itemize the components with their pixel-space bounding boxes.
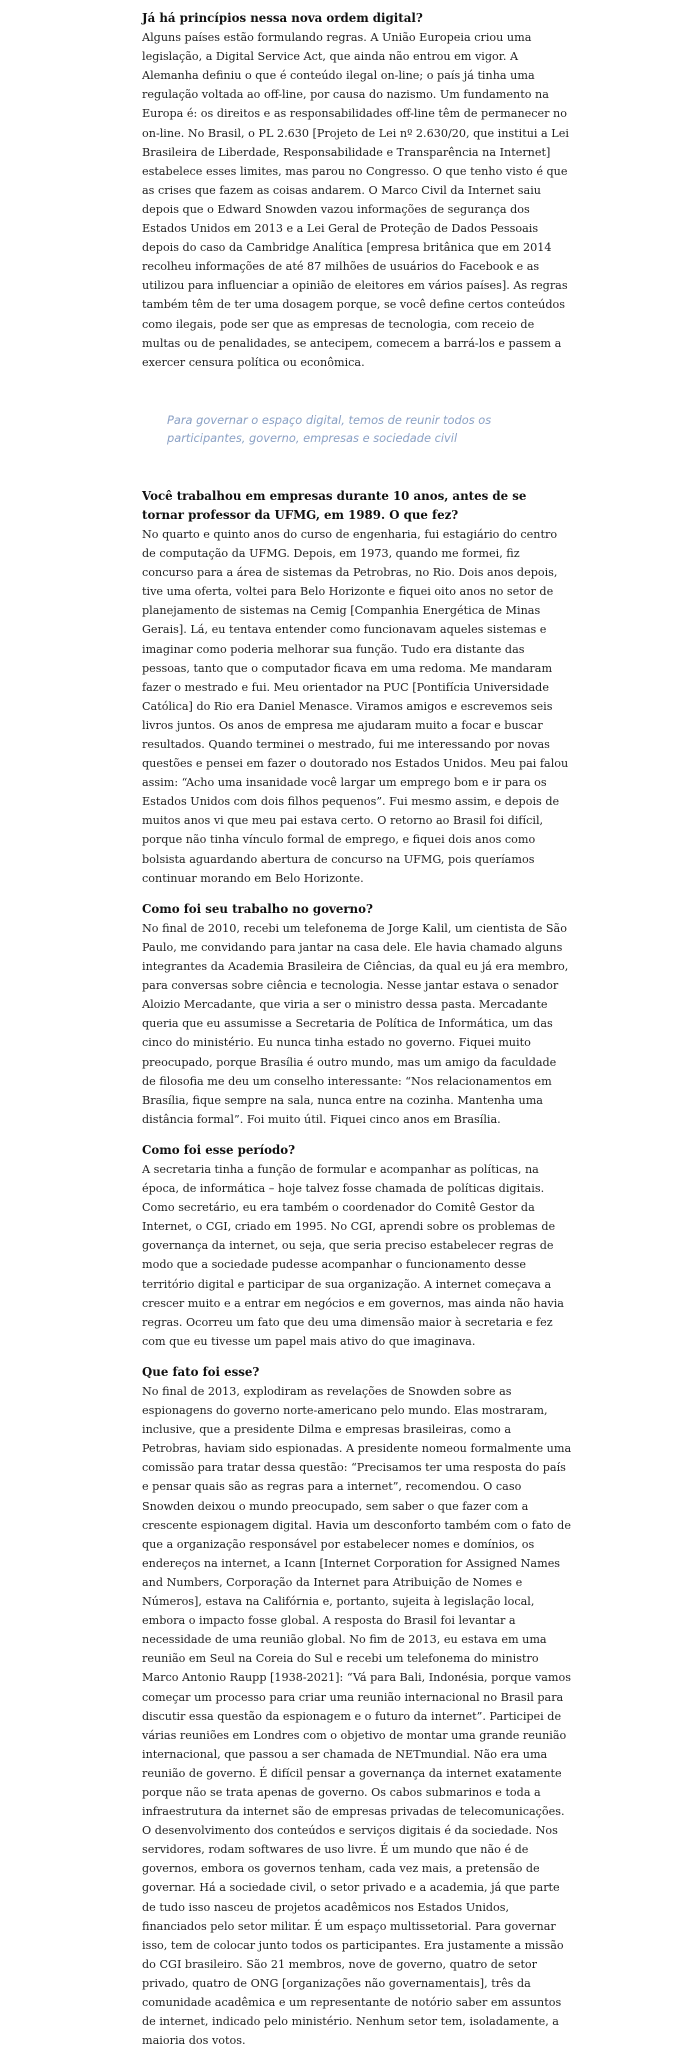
answer-paragraph: No final de 2013, explodiram as revelações de Snowden sobre as espionagens do governo norte-americano pelo mundo. Elas mostraram, inclusive, que a presidente Dilma e empresas brasileiras, como a Petrobras, haviam sido espionadas. A presidente nomeou formalmente uma comissão para tratar dessa questão: “Precisamos ter uma resposta do país e pensar quais são as regras para a internet”, recomendou. O caso Snowden deixou o mundo preocupado, sem saber o que fazer com a crescente espionagem digital. Havia um desconforto também com o fato de que a organização responsável por estabelecer nomes e domínios, os endereços na internet, a Icann [Internet Corporation for Assigned Names and Numbers, Corporação da Internet para Atribuição de Nomes e Números], estava na Califórnia e, portanto, sujeita à legislação local, embora o impacto fosse global. A resposta do Brasil foi levantar a necessidade de uma reunião global. No fim de 2013, eu estava em uma reunião em Seul na Coreia do Sul e recebi um telefonema do ministro Marco Antonio Raupp [1938-2021]: “Vá para Bali, Indonésia, porque vamos começar um processo para criar uma reunião internacional no Brasil para discutir essa questão da espionagem e o futuro da internet”. Participei de várias reuniões em Londres com o objetivo de montar uma grande reunião internacional, que passou a ser chamada de NETmundial. Não era uma reunião de governo. É difícil pensar a governança da internet exatamente porque não se trata apenas de governo. Os cabos submarinos e toda a infraestrutura da internet são de empresas privadas de telecomunicações. O desenvolvimento dos conteúdos e serviços digitais é da sociedade. Nos servidores, rodam softwares de uso livre. É um mundo que não é de governos, embora os governos tenham, cada vez mais, a pretensão de governar. Há a sociedade civil, o setor privado e a academia, já que parte de tudo isso nasceu de projetos acadêmicos nos Estados Unidos, financiados pelo setor militar. É um espaço multissetorial. Para governar isso, tem de colocar junto todos os participantes. Era justamente a missão do CGI brasileiro. São 21 membros, nove de governo, quatro de setor privado, quatro de ONG [organizações não governamentais], três da comunidade acadêmica e um representante de notório saber em assuntos de internet, indicado pelo ministério. Nenhum setor tem, isoladamente, a maioria dos votos. xyxy=(142,1385,572,2048)
question-heading: Como foi esse período? xyxy=(142,1142,295,1157)
article-body xyxy=(142,9,572,2050)
question-heading: Como foi seu trabalho no governo? xyxy=(142,901,373,916)
pull-quote: Para governar o espaço digital, temos de reunir todos os participantes, governo, empresas e sociedade civil xyxy=(167,412,492,446)
answer-paragraph: No final de 2010, recebi um telefonema de Jorge Kalil, um cientista de São Paulo, me convidando para jantar na casa dele. Ele havia chamado alguns integrantes da Academia Brasileira de Ciências, da qual eu já era membro, para conversas sobre ciência e tecnologia. Nesse jantar estava o senador Aloizio Mercadante, que viria a ser o ministro dessa pasta. Mercadante queria que eu assumisse a Secretaria de Política de Informática, um das cinco do ministério. Eu nunca tinha estado no governo. Fiquei muito preocupado, porque Brasília é outro mundo, mas um amigo da faculdade de filosofia me deu um conselho interessante: “Nos relacionamentos em Brasília, fique sempre na sala, nunca entre na cozinha. Mantenha uma distância formal”. Foi muito útil. Fiquei cinco anos em Brasília. xyxy=(142,921,569,1126)
answer-paragraph: Alguns países estão formulando regras. A União Europeia criou uma legislação, a Digital Service Act, que ainda não entrou em vigor. A Alemanha definiu o que é conteúdo ilegal on-line; o país já tinha uma regulação voltada ao off-line, por causa do nazismo. Um fundamento na Europa é: os direitos e as responsabilidades off-line têm de permanecer no on-line. No Brasil, o PL 2.630 [Projeto de Lei nº 2.630/20, que institui a Lei Brasileira de Liberdade, Responsabilidade e Transparência na Internet] estabelece esses limites, mas parou no Congresso. O que tenho visto é que as crises que fazem as coisas andarem. O Marco Civil da Internet saiu depois que o Edward Snowden vazou informações de segurança dos Estados Unidos em 2013 e a Lei Geral de Proteção de Dados Pessoais depois do caso da Cambridge Analítica [empresa britânica que em 2014 recolheu informações de até 87 milhões de usuários do Facebook e as utilizou para influenciar a opinião de eleitores em vários países]. As regras também têm de ter uma dosagem porque, se você define certos conteúdos como ilegais, pode ser que as empresas de tecnologia, com receio de multas ou de penalidades, se antecipem, comecem a barrá-los e passem a exercer censura política ou econômica. xyxy=(142,31,569,369)
question-heading: Que fato foi esse? xyxy=(142,1364,260,1379)
answer-paragraph: No quarto e quinto anos do curso de engenharia, fui estagiário do centro de computação da UFMG. Depois, em 1973, quando me formei, fiz concurso para a área de sistemas da Petrobras, no Rio. Dois anos depois, tive uma oferta, voltei para Belo Horizonte e fiquei oito anos no setor de planejamento de sistemas na Cemig [Companhia Energética de Minas Gerais]. Lá, eu tentava entender como funcionavam aqueles sistemas e imaginar como poderia melhorar sua função. Tudo era distante das pessoas, tanto que o computador ficava em uma redoma. Me mandaram fazer o mestrado e fui. Meu orientador na PUC [Pontifícia Universidade Católica] do Rio era Daniel Menasce. Viramos amigos e escrevemos seis livros juntos. Os anos de empresa me ajudaram muito a focar e buscar resultados. Quando terminei o mestrado, fui me interessando por novas questões e pensei em fazer o doutorado nos Estados Unidos. Meu pai falou assim: “Acho uma insanidade você largar um emprego bom e ir para os Estados Unidos com dois filhos pequenos”. Fui mesmo assim, e depois de muitos anos vi que meu pai estava certo. O retorno ao Brasil foi difícil, porque não tinha vínculo formal de emprego, e fiquei dois anos como bolsista aguardando abertura de concurso na UFMG, pois queríamos continuar morando em Belo Horizonte. xyxy=(142,527,569,885)
question-heading: Você trabalhou em empresas durante 10 anos, antes de se tornar professor da UFMG, em 1989. O que fez? xyxy=(142,488,527,522)
answer-paragraph: A secretaria tinha a função de formular e acompanhar as políticas, na época, de informática – hoje talvez fosse chamada de políticas digitais. Como secretário, eu era também o coordenador do Comitê Gestor da Internet, o CGI, criado em 1995. No CGI, aprendi sobre os problemas de governança da internet, ou seja, que seria preciso estabelecer regras de modo que a sociedade pudesse acompanhar o funcionamento desse território digital e participar de sua organização. A internet começava a crescer muito e a entrar em negócios e em governos, mas ainda não havia regras. Ocorreu um fato que deu uma dimensão maior à secretaria e fez com que eu tivesse um papel mais ativo do que imaginava. xyxy=(142,1162,564,1348)
question-heading: Já há princípios nessa nova ordem digital? xyxy=(142,11,423,25)
